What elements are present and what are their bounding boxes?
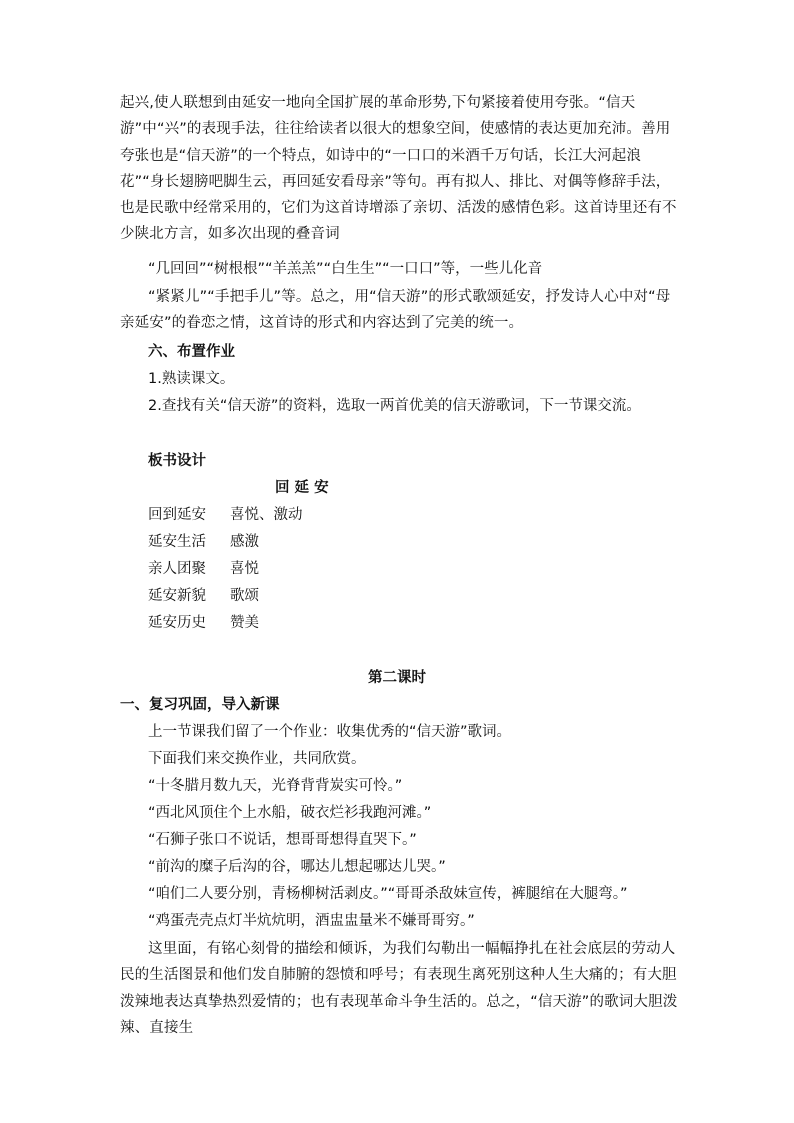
lyric-line: “西北风顶住个上水船，破衣烂衫我跑河滩。”	[148, 805, 432, 821]
board-row	[148, 503, 303, 527]
lyric-line: “鸡蛋壳壳点灯半炕炕明，酒盅盅量米不嫌哥哥穷。”	[148, 913, 475, 929]
board-row-topic: 回到延安	[148, 507, 206, 523]
board-row-topic: 延安历史	[148, 615, 206, 631]
body-paragraph-1: 起兴,使人联想到由延安一地向全国扩展的革命形势,下句紧接着使用夸张。“信天游”中“兴”的表现手法，往往给读者以很大的想象空间，使感情的表达更加充沛。善用夸张也是“信天游”的一个特点，如诗中的“一口口的米酒千万句话，长江大河起浪花”“身长翅膀吧脚生云，再回延安看母亲”等句。再有拟人、排比、对偶等修辞手法，也是民歌中经常采用的，它们为这首诗增添了亲切、活泼的感情色彩。这首诗里还有不少陕北方言，如多次出现的叠音词	[120, 95, 677, 243]
board-row-topic: 延安生活	[148, 534, 206, 550]
board-row-topic: 亲人团聚	[148, 561, 206, 577]
board-row	[148, 530, 259, 554]
homework-item-1: 1.熟读课文。	[148, 371, 235, 387]
lyric-line: “前沟的糜子后沟的谷，哪达儿想起哪达儿哭。”	[148, 859, 446, 875]
board-row-emotion: 喜悦	[230, 561, 259, 577]
body-line-reduplicated-words: “几回回”“树根根”“羊羔羔”“白生生”“一口口”等，一些儿化音	[148, 261, 543, 277]
board-row	[148, 584, 259, 608]
board-row-emotion: 歌颂	[230, 588, 259, 604]
board-row-emotion: 赞美	[230, 615, 259, 631]
lyric-line: “咱们二人要分别，青杨柳树活剥皮。”“哥哥杀敌妹宣传，裤腿绾在大腿弯。”	[148, 886, 628, 902]
section-heading-review: 一、复习巩固，导入新课	[120, 697, 280, 713]
board-row-emotion: 喜悦、激动	[230, 507, 303, 523]
board-row-topic: 延安新貌	[148, 588, 206, 604]
board-row	[148, 557, 259, 581]
board-center-title: 回 延 安	[275, 480, 329, 496]
body-line: 上一节课我们留了一个作业：收集优秀的“信天游”歌词。	[148, 724, 512, 740]
body-line: 下面我们来交换作业，共同欣赏。	[148, 751, 366, 767]
lyric-line: “十冬腊月数九天，光脊背背炭实可怜。”	[148, 778, 403, 794]
section-heading-homework: 六、布置作业	[148, 344, 235, 360]
lyric-line: “石狮子张口不说话，想哥哥想得直哭下。”	[148, 832, 417, 848]
body-paragraph-2: “紧紧儿”“手把手儿”等。总之，用“信天游”的形式歌颂延安，抒发诗人心中对“母亲延安”的眷恋之情，这首诗的形式和内容达到了完美的统一。	[120, 289, 671, 332]
lesson-two-title: 第二课时	[368, 670, 426, 686]
board-row-emotion: 感激	[230, 534, 259, 550]
homework-item-2: 2.查找有关“信天游”的资料，选取一两首优美的信天游歌词，下一节课交流。	[148, 398, 641, 414]
board-design-heading: 板书设计	[148, 453, 206, 469]
closing-paragraph: 这里面，有铭心刻骨的描绘和倾诉，为我们勾勒出一幅幅挣扎在社会底层的劳动人民的生活图景和他们发自肺腑的怨愤和呼号；有表现生离死别这种人生大痛的；有大胆泼辣地表达真挚热烈爱情的；也有表现革命斗争生活的。总之，“信天游”的歌词大胆泼辣、直接生	[120, 941, 678, 1036]
board-row	[148, 611, 259, 635]
